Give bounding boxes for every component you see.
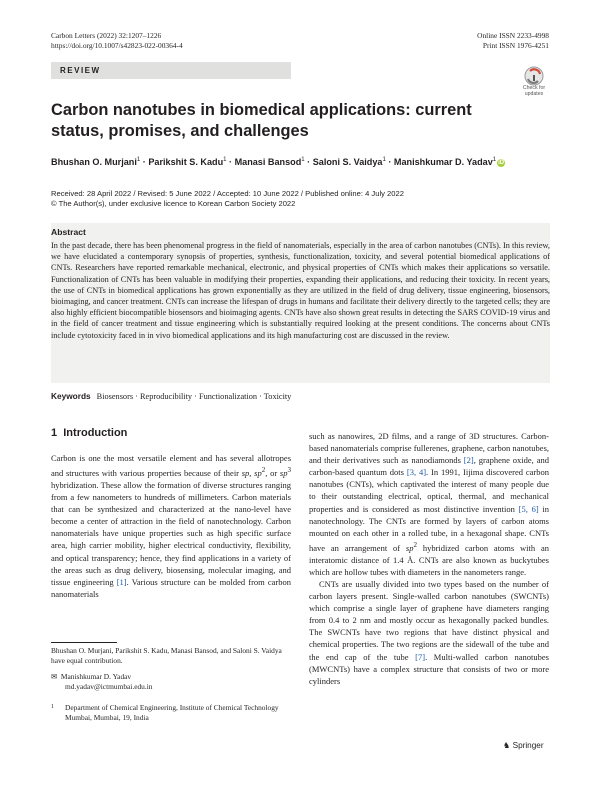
citation-link[interactable]: [3, 4] <box>406 467 427 478</box>
paragraph: such as nanowires, 2D films, and a range of 3D structures. Carbon-based nanomaterials comprise fullerenes, graphene, carbon nanotubes, and their derivatives such as nanodiamonds [2], graphene oxide, and carbon-based quantum dots [3, 4]. In 1991, Iijima discovered carbon nanotubes (CNTs), which captivated the interest of many people due to their outstanding electrical, optical, thermal, and mechanical properties and is considered as most distinctive invention [5, 6] in nanotechnology. The CNTs are formed by layers of carbon atoms mounted on each other in a rolled tube, in a hexagonal shape. CNTs have an arrangement of $sp^2$ hybridized carbon atoms with an interatomic distance of 1.4 Å. CNTs are also known as buckytubes which are hollow tubes with diameters in the nanometers range. <box>309 431 549 577</box>
body-column-left <box>51 452 291 600</box>
author: Saloni S. Vaidya <box>312 157 383 167</box>
springer-horse-icon: ♞ <box>503 741 511 750</box>
orcid-icon[interactable]: iD <box>498 160 505 166</box>
abstract-text: In the past decade, there has been phenomenal progress in the field of nanomaterials, especially in the area of carbon nanotubes (CNTs). In this review, we have elucidated a contemporary synopsis of properties, synthesis, functionalization, toxicity, and several potential biomedical applications of CNTs. Researchers have reported remarkable mechanical, electronic, and physical properties of CNTs which makes their applications so versatile. Functionalization of CNTs has been valuable in modifying their properties, expanding their applications, and reducing their toxicity. In recent years, the use of CNTs in biomedical applications has grown exponentially as they are utilized in the field of drug delivery, tissue engineering, biosensors, bioimaging, and cancer treatment. CNTs can increase the lifespan of drugs in humans and facilitate their delivery directly to the targeted cells; they are also highly efficient biocompatible biosensors and bioimaging agents. CNTs have also shown great results in detecting the SARS COVID-19 virus and in the field of cancer treatment and tissue engineering which is substantially required looking at the present conditions. The concerns about CNTs include cytotoxicity faced in in vivo biomedical applications and its high manufacturing cost are discussed in the review. <box>51 241 550 340</box>
running-header-right <box>477 31 549 50</box>
section-number: 1 <box>51 427 58 439</box>
body-column-right <box>309 430 549 687</box>
doi-link[interactable]: https://doi.org/10.1007/s42823-022-00364-4 <box>51 40 183 50</box>
author: Manishkumar D. Yadav <box>393 157 493 167</box>
keywords-label: Keywords <box>51 391 91 401</box>
citation-link[interactable]: [2] <box>463 455 474 466</box>
copyright-line: © The Author(s), under exclusive licence to Korean Carbon Society 2022 <box>51 199 296 208</box>
article-history <box>51 189 404 209</box>
dates-line: Received: 28 April 2022 / Revised: 5 June 2022 / Accepted: 10 June 2022 / Published online: 4 July 2022 <box>51 189 404 198</box>
paragraph: CNTs are usually divided into two types based on the number of carbon layers present. Single-walled carbon nanotubes (SWCNTs) which comprise a single layer of graphene have diameters ranging from 0.4 to 2 nm and mostly occur as hexagonally packed bundles. The SWCNTs have two regions that have distinct physical and chemical properties. The two regions are the sidewall of the tube and the end cap of the tube [7]. Multi-walled carbon nanotubes (MWCNTs) have a complex structure that consists of two or more cylinders <box>309 578 549 686</box>
section-title: Introduction <box>63 427 128 439</box>
envelope-icon: ✉ <box>51 672 58 681</box>
article-type-band: REVIEW <box>51 62 291 79</box>
publisher-logo: ♞ Springer <box>503 741 544 750</box>
paragraph: Carbon is one the most versatile element and has several allotropes and structures with various properties because of their sp, $sp^2$, or $sp^3$ hybridization. These allow the formation of diverse structures ranging from a few nanometers to hundreds of millimeters. Carbon materials that can be synthesized and characterized at the nano-level have become a center of attraction in the field of nanotechnology. Carbon nanomaterials have unique properties such as high specific surface area, high carrier mobility, higher electrical conductivity, flexibility, and optical transparency; hence, they find applications in a variety of the areas such as drug delivery, biosensing, molecular imaging, and tissue engineering [1]. Various structure can be molded from carbon nanomaterials <box>51 453 292 599</box>
affiliation-note: 1 Department of Chemical Engineering, Institute of Chemical Technology Mumbai, Mumbai, 19, India <box>51 703 279 722</box>
running-header-left <box>51 31 183 50</box>
section-heading <box>51 427 127 439</box>
author: Bhushan O. Murjani <box>51 157 137 167</box>
author: Manasi Bansod <box>234 157 302 167</box>
citation-link[interactable]: [5, 6] <box>518 503 539 514</box>
keywords-text: Biosensors · Reproducibility · Functionalization · Toxicity <box>96 392 292 401</box>
journal-citation: Carbon Letters (2022) 32:1207–1226 <box>51 31 162 40</box>
equal-contribution-note: Bhushan O. Murjani, Parikshit S. Kadu, Manasi Bansod, and Saloni S. Vaidya have equal contribution. <box>51 646 282 665</box>
abstract-heading: Abstract <box>51 227 86 237</box>
citation-link[interactable]: [1] <box>116 576 127 587</box>
author-list: Bhushan O. Murjani$^1$ · Parikshit S. Kadu$^1$ · Manasi Bansod$^1$ · Saloni S. Vaidya$^1$ · Manishkumar D. Yadav$^1$ iD <box>51 157 505 167</box>
citation-link[interactable]: [7] <box>415 651 426 662</box>
print-issn: Print ISSN 1976-4251 <box>482 40 549 50</box>
footnote-rule <box>51 642 117 643</box>
online-issn: Online ISSN 2233-4998 <box>477 31 549 40</box>
corresponding-author: ✉ Manishkumar D. Yadav md.yadav@ictmumbai.edu.in <box>51 672 291 691</box>
author-email[interactable]: md.yadav@ictmumbai.edu.in <box>65 681 153 691</box>
keywords <box>51 391 291 402</box>
check-for-updates-label: Check for updates <box>522 85 546 97</box>
article-title: Carbon nanotubes in biomedical applications: current status, promises, and challenges <box>51 101 472 140</box>
author: Parikshit S. Kadu <box>148 157 224 167</box>
